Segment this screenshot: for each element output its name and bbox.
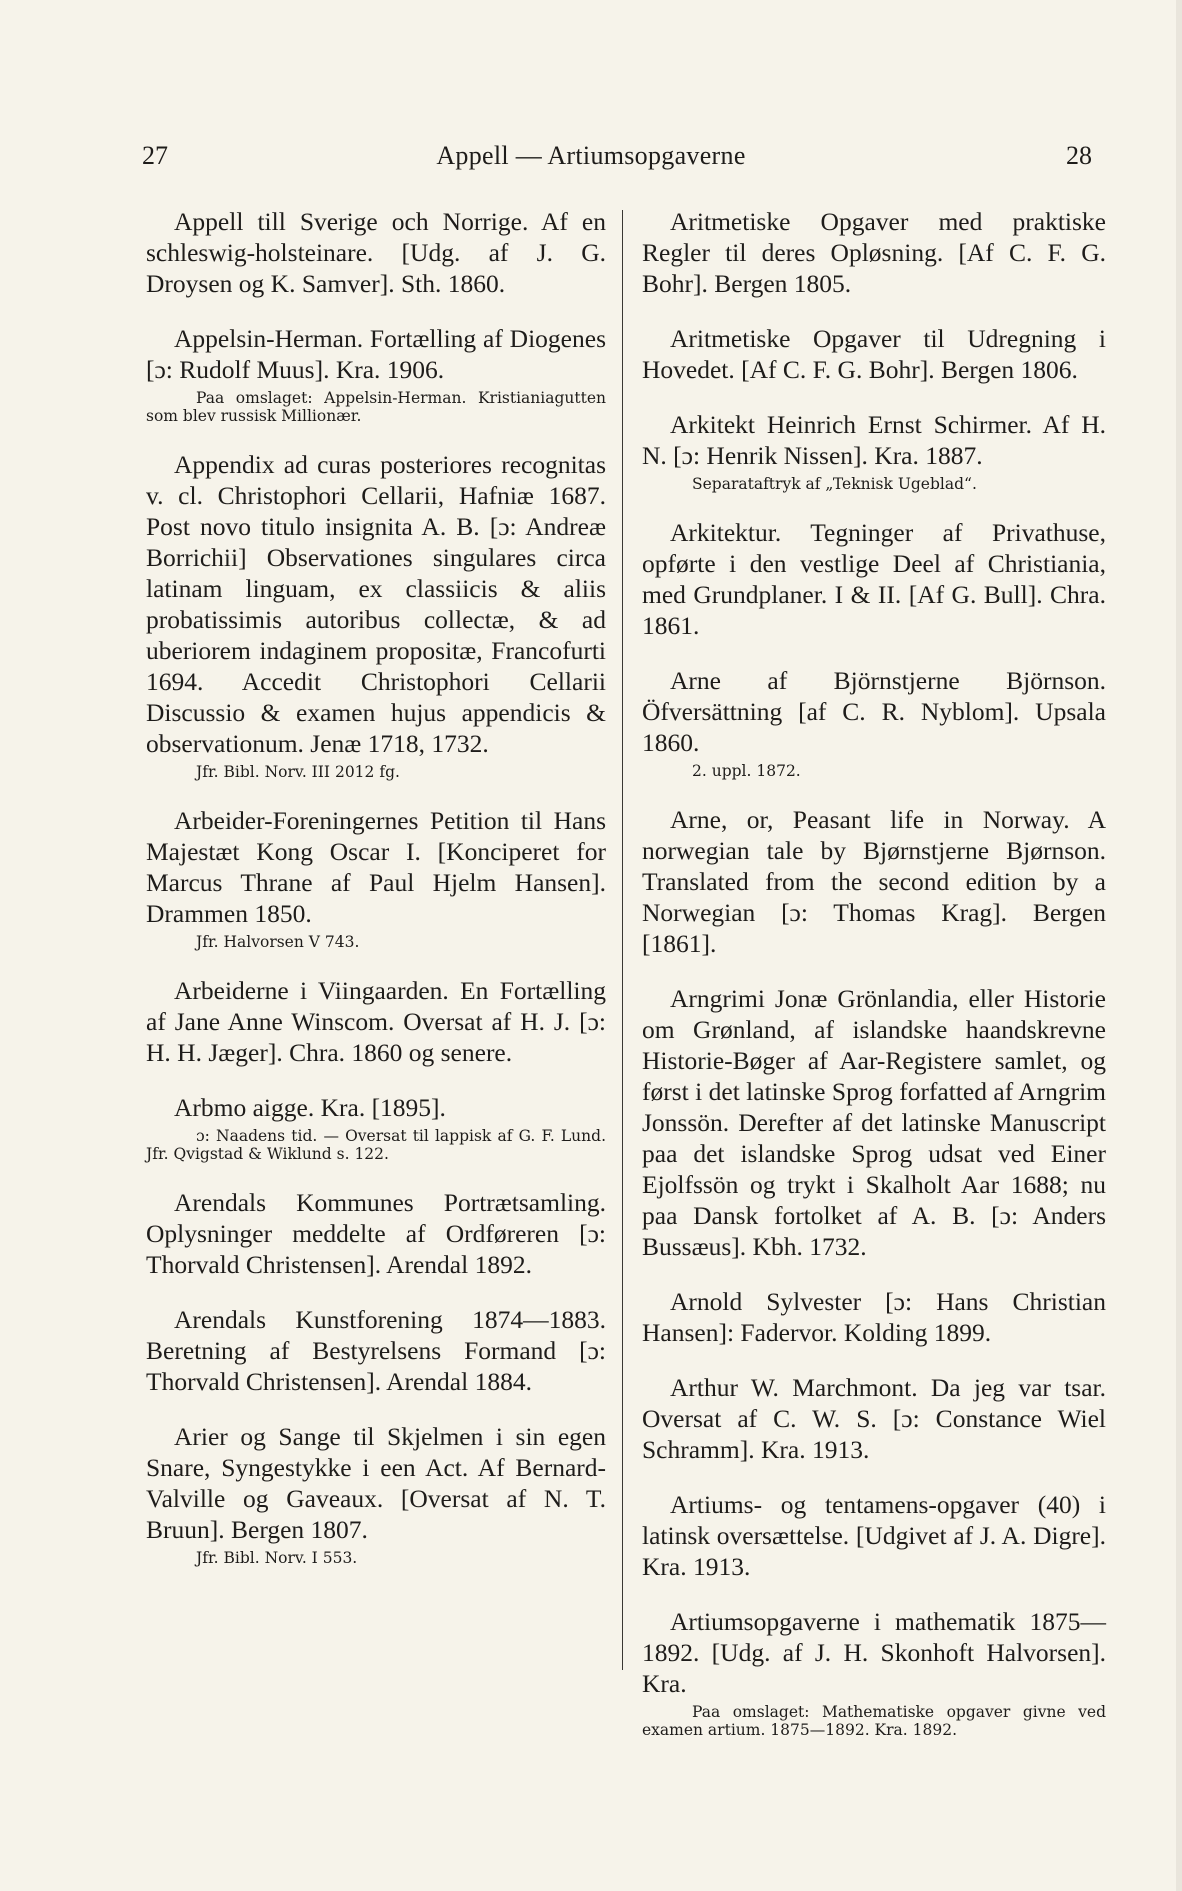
bibliography-entry: Artiumsopgaverne i mathematik 1875—1892. [Udg. af J. H. Skonhoft Halvorsen]. Kra. (642, 1607, 1106, 1698)
bibliography-entry: Arne af Björnstjerne Björnson. Öfversättning [af C. R. Nyblom]. Upsala 1860. (642, 666, 1106, 757)
bibliography-entry: Aritmetiske Opgaver med praktiske Regler til deres Opløsning. [Af C. F. G. Bohr]. Bergen 1805. (642, 207, 1106, 298)
bibliography-entry: Arendals Kunstforening 1874—1883. Beretning af Bestyrelsens Formand [ɔ: Thorvald Christensen]. Arendal 1884. (146, 1305, 606, 1396)
entry-note: 2. uppl. 1872. (692, 762, 801, 780)
bibliography-entry: Arendals Kommunes Portrætsamling. Oplysninger meddelte af Ordføreren [ɔ: Thorvald Christensen]. Arendal 1892. (146, 1188, 606, 1279)
bibliography-entry: Arbeider-Foreningernes Petition til Hans Majestæt Kong Oscar I. [Konciperet for Marcus Thrane af Paul Hjelm Hansen]. Drammen 1850. (146, 806, 606, 928)
bibliography-entry: Arbeiderne i Viingaarden. En Fortælling af Jane Anne Winscom. Oversat af H. J. [ɔ: H. H. Jæger]. Chra. 1860 og senere. (146, 976, 606, 1067)
entry-note: Jfr. Halvorsen V 743. (196, 933, 360, 951)
bibliography-entry: Arthur W. Marchmont. Da jeg var tsar. Oversat af C. W. S. [ɔ: Constance Wiel Schramm]. Kra. 1913. (642, 1373, 1106, 1464)
running-header: Appell — Artiumsopgaverne (436, 141, 746, 170)
bibliography-entry: Arbmo aigge. Kra. [1895]. (174, 1093, 446, 1122)
page-number-right: 28 (1066, 141, 1092, 170)
entry-note: Jfr. Bibl. Norv. III 2012 fg. (196, 763, 400, 781)
right-column (642, 206, 1106, 1763)
bibliography-entry: Appelsin-Herman. Fortælling af Diogenes [ɔ: Rudolf Muus]. Kra. 1906. (146, 324, 606, 384)
entry-note: Jfr. Bibl. Norv. I 553. (196, 1549, 358, 1567)
bibliography-entry: Appell till Sverige och Norrige. Af en schleswig-holsteinare. [Udg. af J. G. Droysen og K. Samver]. Sth. 1860. (146, 207, 606, 298)
bibliography-entry: Arier og Sange til Skjelmen i sin egen Snare, Syngestykke i een Act. Af Bernard-Valville og Gaveaux. [Oversat af N. T. Bruun]. Bergen 1807. (146, 1422, 606, 1544)
bibliography-entry: Aritmetiske Opgaver til Udregning i Hovedet. [Af C. F. G. Bohr]. Bergen 1806. (642, 324, 1106, 384)
column-divider (622, 210, 623, 1670)
entry-note: Paa omslaget: Mathematiske opgaver givne ved examen artium. 1875—1892. Kra. 1892. (642, 1703, 1106, 1739)
page-number-left: 27 (142, 141, 168, 170)
bibliography-entry: Artiums- og tentamens-opgaver (40) i latinsk oversættelse. [Udgivet af J. A. Digre]. Kra. 1913. (642, 1490, 1106, 1581)
bibliography-entry: Arne, or, Peasant life in Norway. A norwegian tale by Bjørnstjerne Bjørnson. Translated from the second edition by a Norwegian [ɔ: Thomas Krag]. Bergen [1861]. (642, 805, 1106, 958)
bibliography-entry: Arngrimi Jonæ Grönlandia, eller Historie om Grønland, af islandske haandskrevne Historie-Bøger af Aar-Registere samlet, og først i det latinske Sprog forfatted af Arngrim Jonssön. Derefter af det latinske Manuscript paa det islandske Sprog udsat ved Einer Ejolfssön og trykt i Skalholt Aar 1688; nu paa Dansk fortolket af A. B. [ɔ: Anders Bussæus]. Kbh. 1732. (642, 984, 1106, 1261)
bibliography-entry: Arkitektur. Tegninger af Privathuse, opførte i den vestlige Deel af Christiania, med Grundplaner. I & II. [Af G. Bull]. Chra. 1861. (642, 518, 1106, 640)
entry-note: ɔ: Naadens tid. — Oversat til lappisk af G. F. Lund. Jfr. Qvigstad & Wiklund s. 122. (146, 1127, 606, 1163)
bibliography-entry: Arnold Sylvester [ɔ: Hans Christian Hansen]: Fadervor. Kolding 1899. (642, 1287, 1106, 1347)
bibliography-entry: Arkitekt Heinrich Ernst Schirmer. Af H. N. [ɔ: Henrik Nissen]. Kra. 1887. (642, 410, 1106, 470)
entry-note: Separataftryk af „Teknisk Ugeblad“. (692, 475, 977, 493)
entry-note: Paa omslaget: Appelsin-Herman. Kristianiagutten som blev russisk Millionær. (146, 389, 606, 425)
bibliography-entry: Appendix ad curas posteriores recognitas v. cl. Christophori Cellarii, Hafniæ 1687. Post novo titulo insignita A. B. [ɔ: Andreæ Borrichii] Observationes singulares circa latinam linguam, ex classiicis & aliis probatissimis autoribus collectæ, & ad uberiorem indaginem propositæ, Francofurti 1694. Accedit Christophori Cellarii Discussio & examen hujus appendicis & observationum. Jenæ 1718, 1732. (146, 450, 606, 758)
left-column (146, 206, 606, 1591)
